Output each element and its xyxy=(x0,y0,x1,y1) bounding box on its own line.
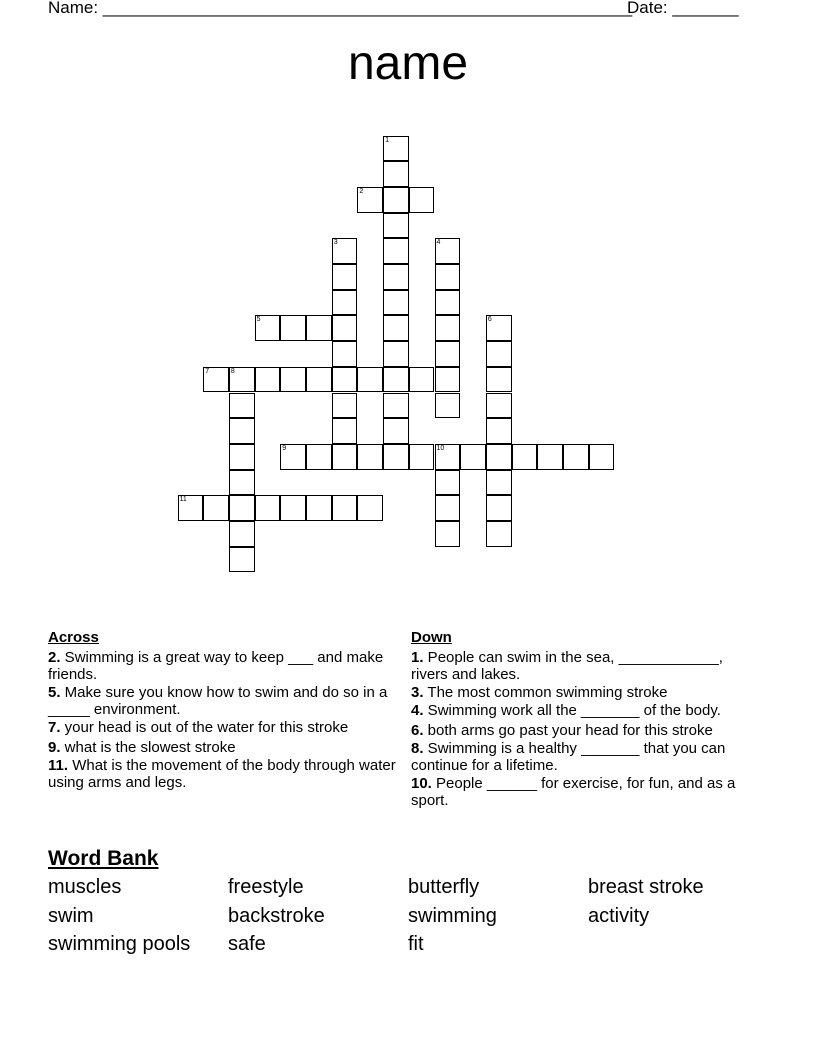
name-field[interactable]: Name: ________________________________________________________ xyxy=(48,0,633,17)
crossword-cell[interactable] xyxy=(435,495,461,521)
crossword-cell[interactable] xyxy=(332,367,358,393)
crossword-cell[interactable] xyxy=(357,495,383,521)
crossword-cell[interactable] xyxy=(486,315,512,341)
word-bank-word: safe xyxy=(228,933,266,955)
crossword-cell[interactable] xyxy=(280,495,306,521)
across-heading: Across xyxy=(48,629,99,646)
across-clue-11: 11. What is the movement of the body through water using arms and legs. xyxy=(48,757,396,791)
crossword-cell[interactable] xyxy=(383,187,409,213)
across-clue-9: 9. what is the slowest stroke xyxy=(48,739,236,756)
across-clue-7: 7. your head is out of the water for this stroke xyxy=(48,719,349,736)
crossword-cell[interactable] xyxy=(435,470,461,496)
crossword-cell[interactable] xyxy=(409,367,435,393)
crossword-cell[interactable] xyxy=(383,238,409,264)
clue-number: 4 xyxy=(436,239,441,247)
crossword-cell[interactable] xyxy=(229,470,255,496)
crossword-cell[interactable] xyxy=(383,393,409,419)
crossword-cell[interactable] xyxy=(435,238,461,264)
down-clue-3: 3. The most common swimming stroke xyxy=(411,684,668,701)
word-bank-word: freestyle xyxy=(228,876,304,898)
crossword-cell[interactable] xyxy=(486,418,512,444)
crossword-cell[interactable] xyxy=(229,418,255,444)
crossword-cell[interactable] xyxy=(357,367,383,393)
crossword-cell[interactable] xyxy=(306,444,332,470)
down-heading: Down xyxy=(411,629,452,646)
word-bank-word: swimming pools xyxy=(48,933,191,955)
clue-number: 6 xyxy=(487,316,492,324)
down-clue-1: 1. People can swim in the sea, ____________, rivers and lakes. xyxy=(411,649,723,683)
crossword-cell[interactable] xyxy=(332,341,358,367)
down-clue-10: 10. People ______ for exercise, for fun, and as a sport. xyxy=(411,775,736,809)
down-clue-8: 8. Swimming is a healthy _______ that you can continue for a lifetime. xyxy=(411,740,726,774)
crossword-cell[interactable] xyxy=(435,315,461,341)
crossword-cell[interactable] xyxy=(255,315,281,341)
word-bank-word: swim xyxy=(48,905,94,927)
crossword-cell[interactable] xyxy=(229,393,255,419)
crossword-cell[interactable] xyxy=(229,547,255,573)
word-bank-word: butterfly xyxy=(408,876,480,898)
crossword-cell[interactable] xyxy=(383,418,409,444)
crossword-cell[interactable] xyxy=(383,136,409,162)
clue-number: 1 xyxy=(385,136,389,144)
crossword-cell[interactable] xyxy=(486,367,512,393)
crossword-cell[interactable] xyxy=(229,444,255,470)
crossword-cell[interactable] xyxy=(332,444,358,470)
crossword-cell[interactable] xyxy=(229,367,255,393)
crossword-cell[interactable] xyxy=(435,367,461,393)
crossword-cell[interactable] xyxy=(306,315,332,341)
across-clue-2: 2. Swimming is a great way to keep ___ and make friends. xyxy=(48,649,384,683)
crossword-cell[interactable] xyxy=(203,367,229,393)
crossword-cell[interactable] xyxy=(280,367,306,393)
word-bank-word: muscles xyxy=(48,876,122,898)
crossword-cell[interactable] xyxy=(486,341,512,367)
crossword-cell[interactable] xyxy=(255,367,281,393)
crossword-cell[interactable] xyxy=(409,187,435,213)
crossword-cell[interactable] xyxy=(460,444,486,470)
word-bank-word: breast stroke xyxy=(588,876,704,898)
crossword-cell[interactable] xyxy=(435,393,461,419)
date-field[interactable]: Date: _______ xyxy=(627,0,739,17)
clue-number: 11 xyxy=(179,496,187,504)
crossword-cell[interactable] xyxy=(435,444,461,470)
crossword-cell[interactable] xyxy=(332,264,358,290)
crossword-cell[interactable] xyxy=(563,444,589,470)
clue-number: 2 xyxy=(359,187,364,195)
crossword-cell[interactable] xyxy=(589,444,615,470)
crossword-cell[interactable] xyxy=(332,238,358,264)
word-bank-word: swimming xyxy=(408,905,497,927)
crossword-cell[interactable] xyxy=(178,495,204,521)
crossword-cell[interactable] xyxy=(357,444,383,470)
word-bank-word: fit xyxy=(408,933,424,955)
crossword-cell[interactable] xyxy=(383,444,409,470)
crossword-cell[interactable] xyxy=(255,495,281,521)
word-bank-word: activity xyxy=(588,905,650,927)
crossword-cell[interactable] xyxy=(435,290,461,316)
crossword-cell[interactable] xyxy=(203,495,229,521)
down-clue-4: 4. Swimming work all the _______ of the body. xyxy=(411,702,721,719)
crossword-cell[interactable] xyxy=(383,315,409,341)
crossword-cell[interactable] xyxy=(409,444,435,470)
crossword-cell[interactable] xyxy=(486,495,512,521)
crossword-cell[interactable] xyxy=(306,495,332,521)
crossword-cell[interactable] xyxy=(229,495,255,521)
crossword-cell[interactable] xyxy=(332,418,358,444)
crossword-cell[interactable] xyxy=(383,161,409,187)
crossword-cell[interactable] xyxy=(512,444,538,470)
crossword-cell[interactable] xyxy=(383,213,409,239)
crossword-cell[interactable] xyxy=(332,315,358,341)
crossword-cell[interactable] xyxy=(383,341,409,367)
down-clues xyxy=(411,629,756,810)
crossword-cell[interactable] xyxy=(383,264,409,290)
word-bank-word: backstroke xyxy=(228,905,325,927)
crossword-cell[interactable] xyxy=(435,341,461,367)
across-clue-5: 5. Make sure you know how to swim and do so in a _____ environment. xyxy=(48,684,388,718)
clue-number: 7 xyxy=(205,367,210,375)
crossword-cell[interactable] xyxy=(435,264,461,290)
clue-number: 10 xyxy=(436,444,445,452)
crossword-cell[interactable] xyxy=(486,444,512,470)
clue-number: 9 xyxy=(282,444,287,452)
crossword-cell[interactable] xyxy=(357,187,383,213)
word-bank-title: Word Bank xyxy=(48,847,159,870)
page-title: name xyxy=(347,37,469,90)
clue-number: 8 xyxy=(230,367,235,375)
down-clue-6: 6. both arms go past your head for this stroke xyxy=(411,722,713,739)
crossword-cell[interactable] xyxy=(486,470,512,496)
crossword-cell[interactable] xyxy=(280,444,306,470)
clue-number: 5 xyxy=(256,316,261,324)
crossword-cell[interactable] xyxy=(383,367,409,393)
crossword-cell[interactable] xyxy=(486,393,512,419)
crossword-cell[interactable] xyxy=(229,521,255,547)
crossword-cell[interactable] xyxy=(537,444,563,470)
crossword-cell[interactable] xyxy=(332,495,358,521)
crossword-cell[interactable] xyxy=(435,521,461,547)
across-clues xyxy=(48,629,398,792)
crossword-cell[interactable] xyxy=(383,290,409,316)
crossword-cell[interactable] xyxy=(332,393,358,419)
crossword-cell[interactable] xyxy=(280,315,306,341)
clue-number: 3 xyxy=(333,239,338,247)
crossword-cell[interactable] xyxy=(306,367,332,393)
crossword-cell[interactable] xyxy=(332,290,358,316)
crossword-cell[interactable] xyxy=(486,521,512,547)
